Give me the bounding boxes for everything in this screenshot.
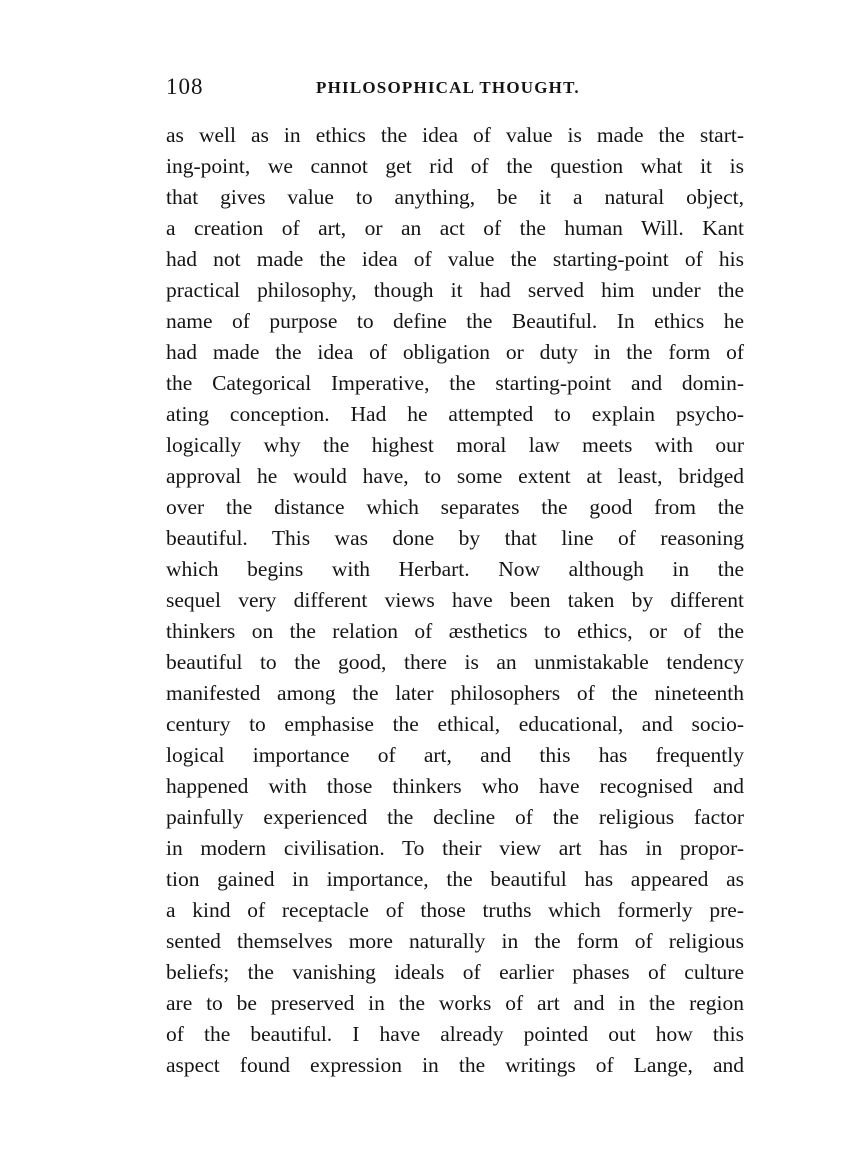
running-head xyxy=(166,74,744,104)
text-line: century to emphasise the ethical, educational, and socio- xyxy=(166,712,744,736)
text-line: approval he would have, to some extent at least, bridged xyxy=(166,464,744,488)
text-line: sequel very different views have been taken by different xyxy=(166,588,744,612)
text-line: ating conception. Had he attempted to explain psycho- xyxy=(166,402,744,426)
body-text xyxy=(166,120,744,1081)
text-line: are to be preserved in the works of art and in the region xyxy=(166,991,744,1015)
text-line: over the distance which separates the good from the xyxy=(166,495,744,519)
text-line: happened with those thinkers who have recognised and xyxy=(166,774,744,798)
text-line: as well as in ethics the idea of value is made the start- xyxy=(166,123,744,147)
text-line: ing-point, we cannot get rid of the question what it is xyxy=(166,154,744,178)
text-line: painfully experienced the decline of the religious factor xyxy=(166,805,744,829)
running-title: PHILOSOPHICAL THOUGHT. xyxy=(316,78,580,97)
page-number: 108 xyxy=(166,74,204,99)
text-line: beliefs; the vanishing ideals of earlier phases of culture xyxy=(166,960,744,984)
text-line: the Categorical Imperative, the starting-point and domin- xyxy=(166,371,744,395)
text-line: a creation of art, or an act of the human Will. Kant xyxy=(166,216,744,240)
text-line: manifested among the later philosophers of the nineteenth xyxy=(166,681,744,705)
text-line: thinkers on the relation of æsthetics to ethics, or of the xyxy=(166,619,744,643)
text-line: had made the idea of obligation or duty in the form of xyxy=(166,340,744,364)
text-line: which begins with Herbart. Now although in the xyxy=(166,557,744,581)
text-line: of the beautiful. I have already pointed out how this xyxy=(166,1022,744,1046)
text-line: beautiful to the good, there is an unmistakable tendency xyxy=(166,650,744,674)
text-line: name of purpose to define the Beautiful. In ethics he xyxy=(166,309,744,333)
text-line: logical importance of art, and this has frequently xyxy=(166,743,744,767)
text-line: sented themselves more naturally in the form of religious xyxy=(166,929,744,953)
text-line: tion gained in importance, the beautiful has appeared as xyxy=(166,867,744,891)
text-line: aspect found expression in the writings of Lange, and xyxy=(166,1053,744,1077)
text-line: that gives value to anything, be it a natural object, xyxy=(166,185,744,209)
text-line: logically why the highest moral law meets with our xyxy=(166,433,744,457)
text-line: a kind of receptacle of those truths which formerly pre- xyxy=(166,898,744,922)
text-line: practical philosophy, though it had served him under the xyxy=(166,278,744,302)
text-line: beautiful. This was done by that line of reasoning xyxy=(166,526,744,550)
text-line: had not made the idea of value the starting-point of his xyxy=(166,247,744,271)
text-line: in modern civilisation. To their view art has in propor- xyxy=(166,836,744,860)
